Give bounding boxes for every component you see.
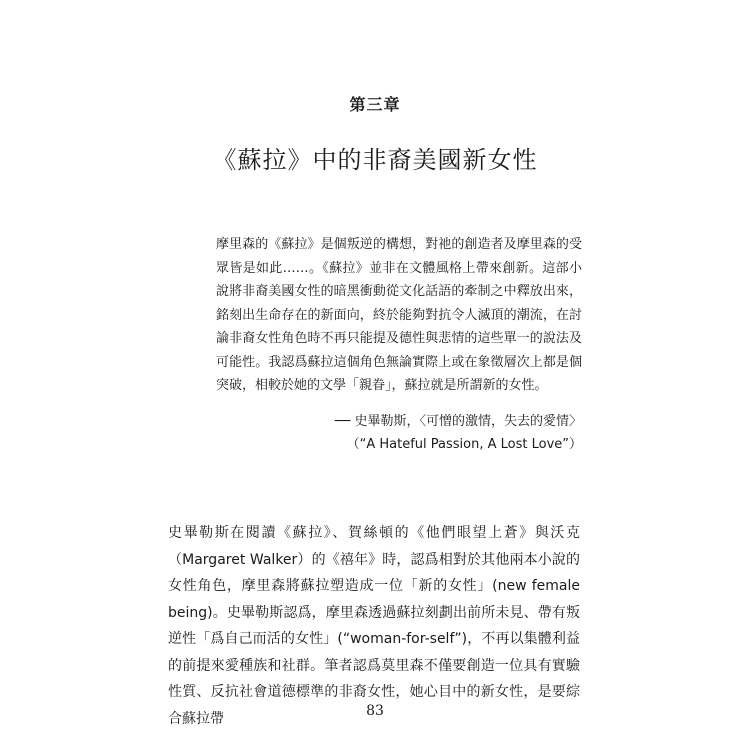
body-paragraph: 史畢勒斯在閱讀《蘇拉》、賀絲頓的《他們眼望上蒼》與沃克（Margaret Walker）的《禧年》時，認爲相對於其他兩本小說的女性角色，摩里森將蘇拉塑造成一位「新的女性」(new female being)。史畢勒斯認爲，摩里森透過蘇拉刻劃出前所未見、帶有叛逆性「爲自己而活的女性」(“woman-for-self”)，不再以集體利益的前提來愛種族和社群。筆者認爲莫里森不僅要創造一位具有實驗性質、反抗社會道德標準的非裔女性，她心目中的新女性，是要綜合蘇拉帶: [168, 525, 580, 727]
attribution-english-title: （“A Hateful Passion, A Lost Love”）: [346, 437, 582, 452]
attribution-source: ── 史畢勒斯，〈可憎的激情，失去的愛情〉: [334, 414, 582, 429]
chapter-title: 《蘇拉》中的非裔美國新女性: [212, 146, 538, 174]
epigraph-text: 摩里森的《蘇拉》是個叛逆的構想，對祂的創造者及摩里森的受眾皆是如此……。《蘇拉》並非在文體風格上帶來創新。這部小說將非裔美國女性的暗黑衝動從文化話語的牽制之中釋放出來，銘刻出生命存在的新面向，終於能夠對抗令人滅頂的潮流，在討論非裔女性角色時不再只能提及德性與悲情的這些單一的說法及可能性。我認爲蘇拉這個角色無論實際上或在象徵層次上都是個突破，相較於她的文學「親眷」，蘇拉就是所謂新的女性。: [216, 237, 582, 393]
page-number: 83: [366, 703, 384, 719]
epigraph-quote: [216, 233, 582, 398]
body-text: [168, 520, 580, 732]
epigraph-attribution: [216, 410, 582, 456]
chapter-label: 第三章: [349, 95, 401, 114]
